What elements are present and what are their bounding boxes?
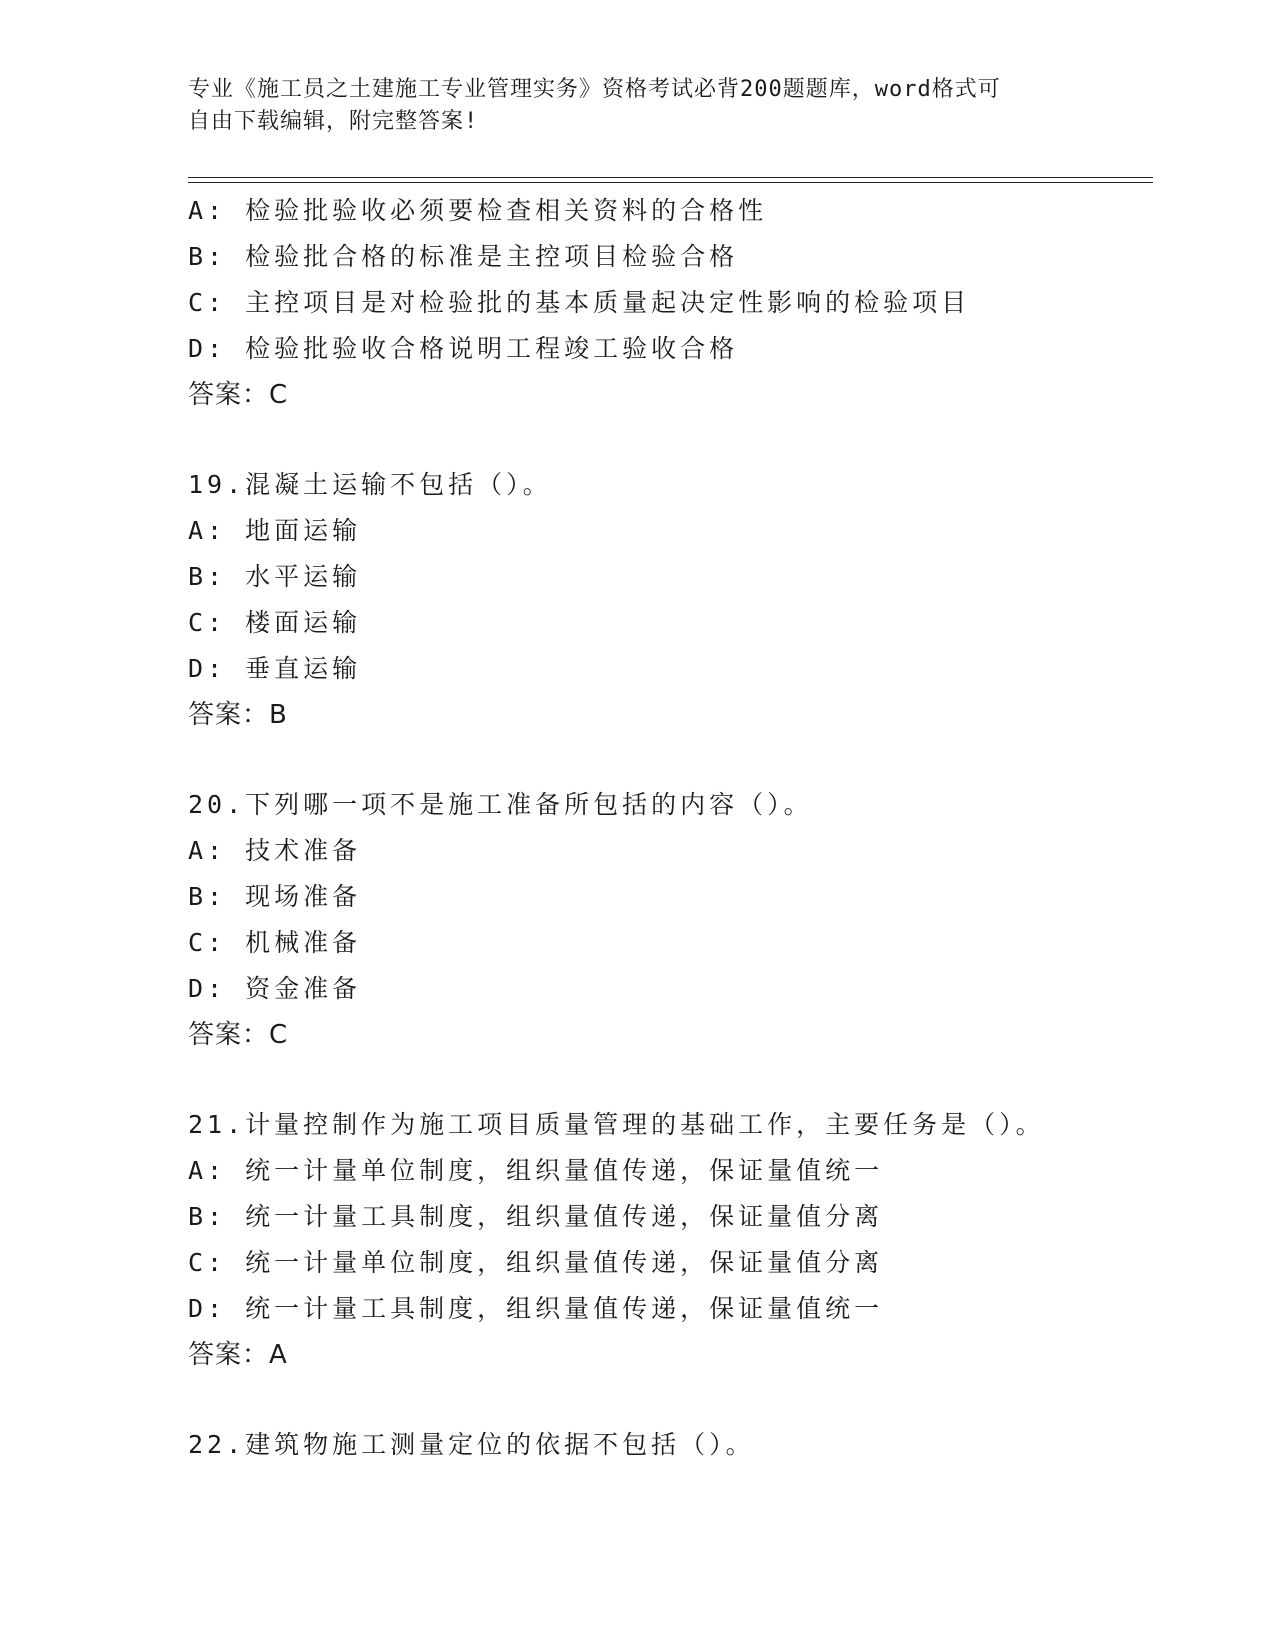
question-text: 22.建筑物施工测量定位的依据不包括（）。 — [188, 1430, 755, 1459]
header-line-2: 自由下载编辑，附完整答案! — [188, 109, 479, 134]
answer: 答案：C — [188, 1020, 289, 1050]
option-b: B: 现场准备 — [188, 882, 362, 911]
option-d: D: 资金准备 — [188, 974, 362, 1003]
question-text: 20.下列哪一项不是施工准备所包括的内容（）。 — [188, 790, 813, 819]
answer: 答案：C — [188, 380, 289, 410]
option-a: A: 统一计量单位制度，组织量值传递，保证量值统一 — [188, 1156, 884, 1185]
option-b: B: 统一计量工具制度，组织量值传递，保证量值分离 — [188, 1202, 884, 1231]
option-c: C: 主控项目是对检验批的基本质量起决定性影响的检验项目 — [188, 288, 971, 317]
question-block-20 — [188, 782, 1148, 1058]
question-block-19 — [188, 462, 1148, 738]
question-text: 19.混凝土运输不包括（）。 — [188, 470, 552, 499]
option-a: A: 地面运输 — [188, 516, 362, 545]
option-c: C: 统一计量单位制度，组织量值传递，保证量值分离 — [188, 1248, 884, 1277]
option-b: B: 水平运输 — [188, 562, 362, 591]
option-c: C: 机械准备 — [188, 928, 362, 957]
option-d: D: 统一计量工具制度，组织量值传递，保证量值统一 — [188, 1294, 884, 1323]
header-line-1: 专业《施工员之土建施工专业管理实务》资格考试必背200题题库，word格式可 — [188, 77, 1001, 102]
question-block-22 — [188, 1422, 1148, 1468]
header-divider-bottom — [188, 182, 1153, 183]
document-header — [188, 74, 1088, 138]
option-d: D: 检验批验收合格说明工程竣工验收合格 — [188, 334, 739, 363]
question-block-21 — [188, 1102, 1148, 1378]
question-list — [188, 188, 1148, 1468]
option-c: C: 楼面运输 — [188, 608, 362, 637]
option-b: B: 检验批合格的标准是主控项目检验合格 — [188, 242, 739, 271]
question-text: 21.计量控制作为施工项目质量管理的基础工作，主要任务是（）。 — [188, 1110, 1045, 1139]
option-d: D: 垂直运输 — [188, 654, 362, 683]
header-divider-top — [188, 177, 1153, 178]
question-block-18 — [188, 188, 1148, 418]
option-a: A: 技术准备 — [188, 836, 362, 865]
answer: 答案：A — [188, 1340, 288, 1370]
option-a: A: 检验批验收必须要检查相关资料的合格性 — [188, 196, 768, 225]
answer: 答案：B — [188, 700, 288, 730]
